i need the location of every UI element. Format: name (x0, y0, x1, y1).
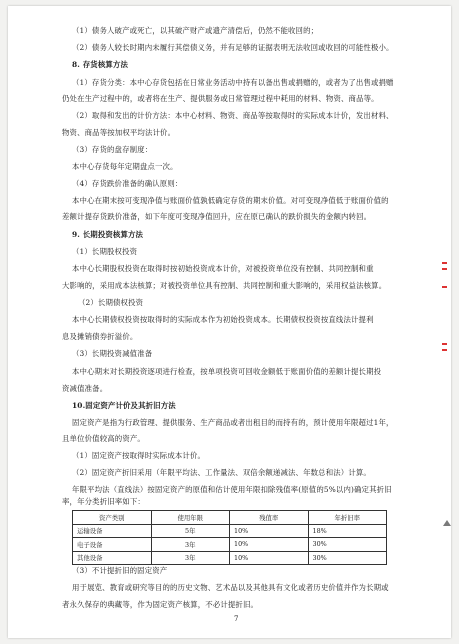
table-row (73, 538, 387, 552)
paragraph-line: 本中心长期债权投资按取得时的实际成本作为初始投资成本。长期债权投资按直线法计提利 (72, 315, 374, 324)
subheading: （3）长期投资减值准备 (72, 349, 153, 358)
table-cell: 其他设备 (73, 551, 152, 565)
table-cell: 电子设备 (73, 538, 152, 552)
paragraph-line: 息及摊销债券折溢价。 (62, 332, 138, 341)
table-row (73, 551, 387, 565)
paragraph-line: 本中心存货每年定期盘点一次。 (72, 162, 178, 171)
table-cell: 30% (308, 551, 387, 565)
paragraph-line: （1）固定资产按取得时实际成本计价。 (72, 451, 206, 460)
seal-edge-mark (442, 349, 447, 351)
table-cell: 运输设备 (73, 524, 152, 538)
seal-edge-mark (442, 286, 447, 288)
table-cell: 10% (230, 538, 309, 552)
paragraph-line: 用于展览、教育或研究等目的的历史文物、艺术品以及其他具有文化或者历史价值并作为长期或 (72, 583, 389, 592)
paragraph-line: 率，年分类折旧率如下： (62, 497, 145, 506)
paragraph-line: 仍处在生产过程中的，或者将在生产、提供服务或日常管理过程中耗用的材料、物资、商品等。 (62, 94, 379, 103)
paragraph-line: 差额计提存货跌价准备，如下年度可变现净值回升，应在原已确认的跌价损失的金额内转回。 (62, 212, 372, 221)
paragraph-line: 本中心在期末按可变现净值与账面价值孰低确定存货的期末价值。对可变现净值低于账面价值的 (72, 196, 389, 205)
section-heading-inventory: 8. 存货核算方法 (72, 60, 128, 69)
table-cell: 3年 (151, 551, 230, 565)
column-header: 年折旧率 (308, 511, 387, 525)
paragraph-line: 者永久保存的典藏等，作为固定资产核算，不必计提折旧。 (62, 600, 259, 609)
column-header: 资产类别 (73, 511, 152, 525)
paragraph-line: （1）存货分类：本中心存货包括在日常业务活动中持有以备出售或捐赠的，或者为了出售或捐赠 (72, 78, 394, 87)
paragraph-line: 且单位价值较高的资产。 (62, 434, 145, 443)
column-header: 残值率 (230, 511, 309, 525)
depreciation-table (72, 510, 387, 565)
paragraph-line: （2）取得和发出的计价方法：本中心材料、物资、商品等按取得时的实际成本计价，发出材料、 (72, 111, 394, 120)
subheading: （1）长期股权投资 (72, 247, 138, 256)
section-heading-long-term-investment: 9. 长期投资核算方法 (72, 230, 144, 239)
bad-debt-item-1: （1）债务人破产或死亡，以其破产财产或遗产清偿后，仍然不能收回的； (72, 26, 319, 35)
column-header: 使用年限 (151, 511, 230, 525)
seal-edge-mark (442, 343, 447, 345)
table-header-row (73, 511, 387, 525)
page-number: 7 (234, 615, 239, 623)
paragraph-line: （3）存货的盘存制度： (72, 145, 153, 154)
table-cell: 5年 (151, 524, 230, 538)
paragraph-line: （2）固定资产折旧采用（年限平均法、工作量法、双倍余额递减法、年数总和法）计算。 (72, 468, 371, 477)
table-cell: 18% (308, 524, 387, 538)
table-cell: 3年 (151, 538, 230, 552)
table-cell: 10% (230, 524, 309, 538)
paragraph-line: 本中心期末对长期投资逐项进行检查，按单项投资可回收金额低于账面价值的差额计提长期投 (72, 367, 382, 376)
paragraph-line: 固定资产是指为行政管理、提供服务、生产商品或者出租目的而持有的，预计使用年限超过1年， (72, 418, 394, 427)
table-cell: 30% (308, 538, 387, 552)
seal-edge-mark (442, 268, 447, 270)
paragraph-line: 本中心长期股权投资在取得时按初始投资成本计价，对被投资单位没有控制、共同控制和重 (72, 264, 374, 273)
subheading: （3）不计提折旧的固定资产 (72, 566, 168, 575)
subheading: （2）长期债权投资 (78, 298, 144, 307)
bad-debt-item-2: （2）债务人较长时期内未履行其偿债义务，并有足够的证据表明无法收回或收回的可能性极小。 (72, 43, 394, 52)
table-row (73, 524, 387, 538)
table-cell: 10% (230, 551, 309, 565)
paragraph-line: 资减值准备。 (62, 384, 108, 393)
paragraph-line: 年限平均法（直线法）按固定资产的原值和估计使用年限扣除残值率(原值的5%以内)确定其折旧 (72, 485, 392, 494)
section-heading-fixed-assets: 10.固定资产计价及其折旧方法 (72, 401, 176, 410)
paragraph-line: 大影响的，采用成本法核算；对被投资单位具有控制、共同控制和重大影响的，采用权益法核算。 (62, 281, 387, 290)
scroll-marker-icon (443, 520, 451, 526)
paragraph-line: 物资、商品等按加权平均法计价。 (62, 128, 176, 137)
seal-edge-mark (442, 262, 447, 264)
paragraph-line: （4）存货跌价准备的确认原则： (72, 179, 183, 188)
document-page (8, 6, 451, 638)
